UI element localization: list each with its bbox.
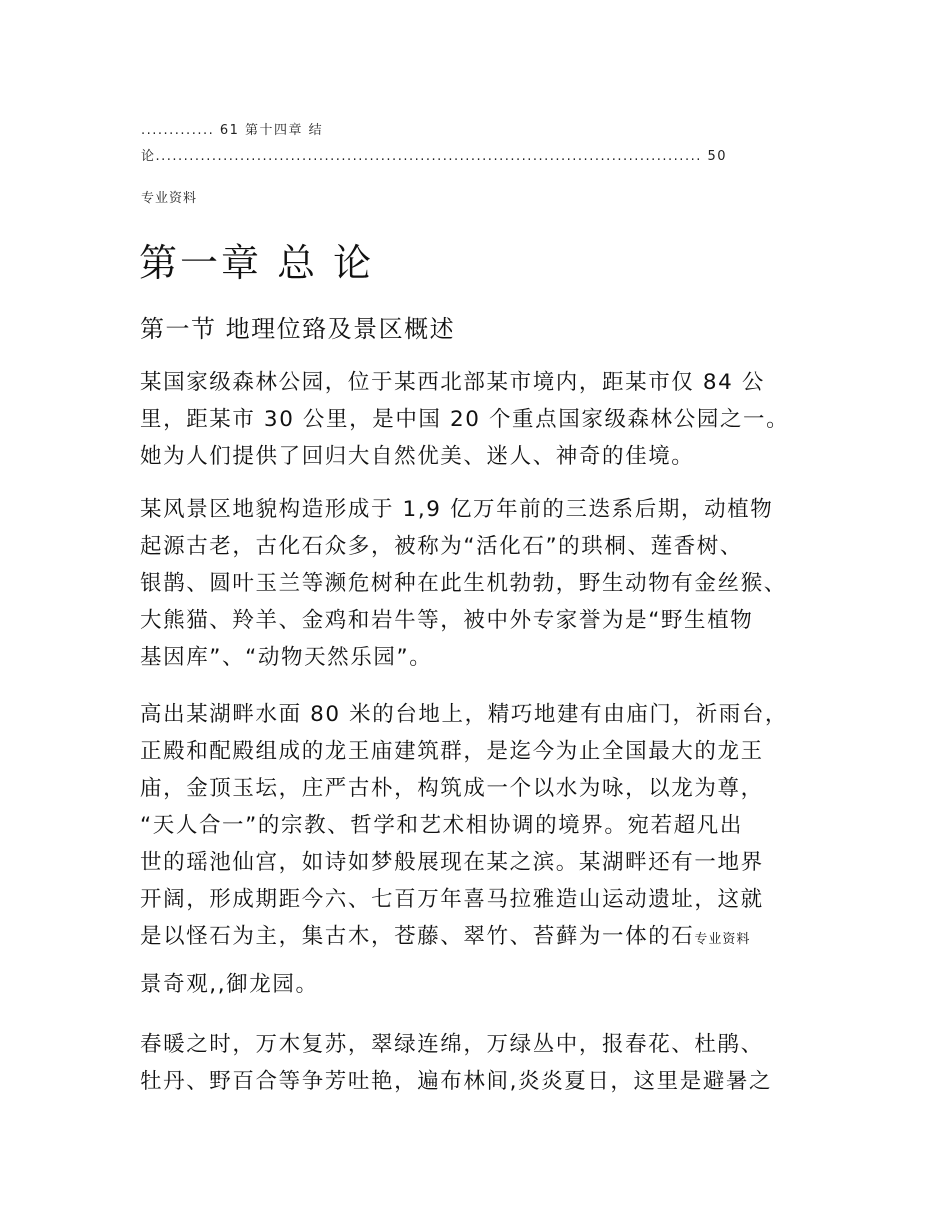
paragraph-line: 她为人们提供了回归大自然优美、迷人、神奇的佳境。 — [140, 444, 695, 469]
paragraph-4 — [140, 966, 815, 1003]
header-label: 专业资料 — [141, 191, 198, 206]
paragraph-line: 开阔，形成期距今六、七百万年喜马拉雅造山运动遗址，这就 — [140, 887, 764, 912]
paragraph-line: “天人合一”的宗教、哲学和艺术相协调的境界。宛若超凡出 — [140, 813, 743, 838]
paragraph-line: 基因库”、“动物天然乐园”。 — [140, 645, 433, 670]
paragraph-line: 高出某湖畔水面 80 米的台地上，精巧地建有由庙门，祈雨台， — [140, 702, 789, 727]
toc-line-2: 论................................................................................................. 50 — [141, 149, 728, 164]
paragraph-line: 起源古老，古化石众多，被称为“活化石”的珙桐、莲香树、 — [140, 534, 743, 559]
paragraph-5 — [140, 1026, 815, 1100]
paragraph-line: 景奇观,,御龙园。 — [140, 972, 319, 997]
paragraph-line: 大熊猫、羚羊、金鸡和岩牛等，被中外专家誉为是“野生植物 — [140, 608, 754, 633]
paragraph-line: 某国家级森林公园，位于某西北部某市境内，距某市仅 84 公 — [140, 370, 765, 395]
chapter-title: 第一章 总 论 — [139, 241, 375, 285]
paragraph-line: 里，距某市 30 公里，是中国 20 个重点国家级森林公园之一。 — [140, 407, 790, 432]
toc-line-1: ............. 61 第十四章 结 — [141, 123, 324, 138]
inline-label: 专业资料 — [694, 932, 751, 947]
paragraph-3 — [140, 696, 815, 958]
paragraph-line: 银鹊、圆叶玉兰等濒危树种在此生机勃勃，野生动物有金丝猴、 — [140, 571, 787, 596]
paragraph-1 — [140, 364, 815, 475]
paragraph-line: 世的瑶池仙宫，如诗如梦般展现在某之滨。某湖畔还有一地界 — [140, 850, 764, 875]
paragraph-line: 正殿和配殿组成的龙王庙建筑群，是迄今为止全国最大的龙王 — [140, 739, 764, 764]
paragraph-2 — [140, 491, 815, 676]
paragraph-line: 春暖之时，万木复苏，翠绿连绵，万绿丛中，报春花、杜鹃、 — [140, 1032, 764, 1057]
paragraph-line: 牡丹、野百合等争芳吐艳，遍布林间,炎炎夏日，这里是避暑之 — [140, 1069, 773, 1094]
paragraph-line: 庙，金顶玉坛，庄严古朴，构筑成一个以水为咏，以龙为尊， — [140, 776, 764, 801]
paragraph-line-with-label — [140, 918, 815, 958]
section-title: 第一节 地理位臵及景区概述 — [140, 315, 456, 343]
paragraph-line-text: 是以怪石为主，集古木，苍藤、翠竹、苔藓为一体的石 — [140, 924, 695, 949]
paragraph-line: 某风景区地貌构造形成于 1,9 亿万年前的三迭系后期，动植物 — [140, 497, 774, 522]
